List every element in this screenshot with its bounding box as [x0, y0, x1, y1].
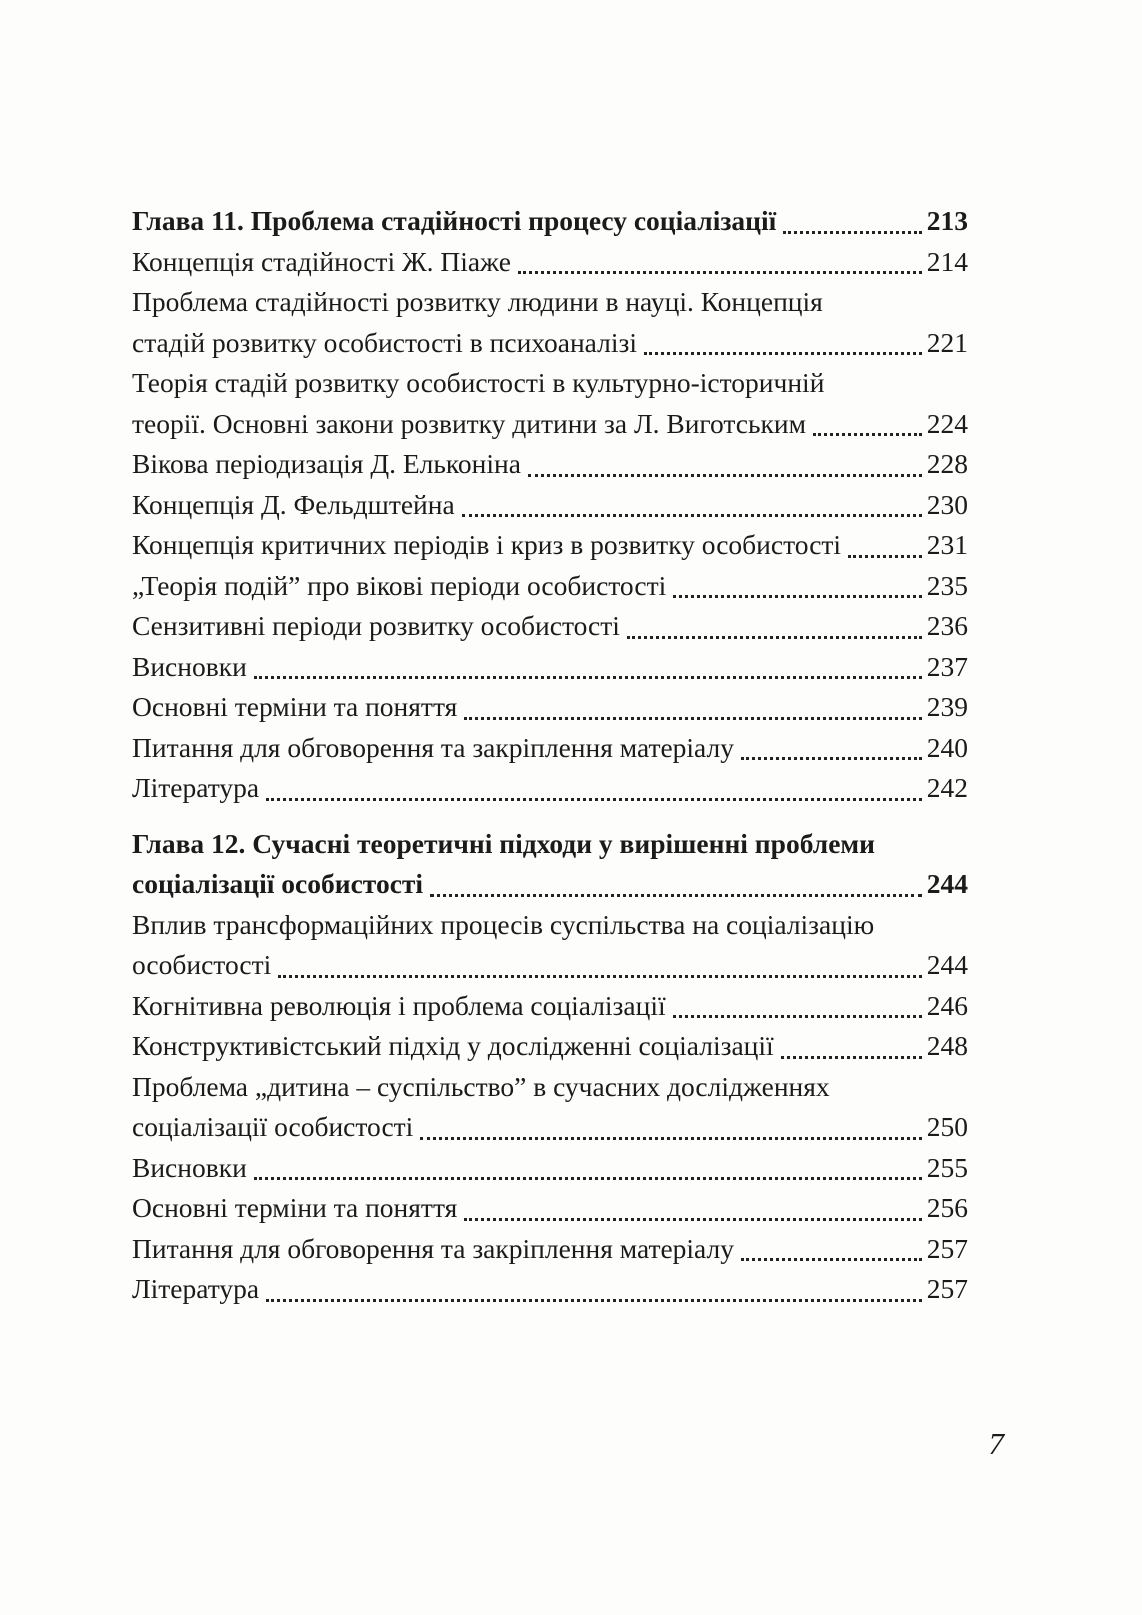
toc-section	[132, 201, 968, 809]
dot-leader	[644, 352, 922, 355]
toc-entry-text: Вікова періодизація Д. Ельконіна	[132, 448, 521, 479]
dot-leader	[673, 1015, 922, 1018]
toc-entry-line	[132, 986, 968, 1027]
dot-leader	[848, 555, 922, 558]
dot-leader	[266, 1299, 922, 1302]
toc-entry-page: 257	[926, 1232, 968, 1264]
toc-entry-page: 221	[926, 326, 968, 358]
toc-entry-text: теорії. Основні закони розвитку дитини за Л. Виготським	[132, 407, 806, 439]
toc-entry-line	[132, 824, 968, 865]
toc-entry-line	[132, 864, 968, 905]
toc-entry-text: особистості	[132, 949, 272, 980]
dot-leader	[462, 514, 922, 517]
toc-entry-line	[132, 1067, 968, 1108]
toc-entry-line	[132, 647, 968, 688]
toc-entry-text: Сензитивні періоди розвитку особистості	[132, 610, 620, 641]
toc-entry-line	[132, 768, 968, 809]
toc-entry-text: Питання для обговорення та закріплення матеріалу	[132, 1232, 734, 1264]
toc-entry-text: Основні терміни та поняття	[132, 691, 458, 722]
dot-leader	[528, 474, 922, 477]
toc-entry-line	[132, 945, 968, 986]
toc-entry-line	[132, 566, 968, 607]
toc-entry-line	[132, 1269, 968, 1310]
toc-entry-text: Література	[132, 772, 260, 803]
toc-entry-text: Конструктивістський підхід у дослідженні соціалізації	[132, 1030, 774, 1061]
dot-leader	[781, 1056, 922, 1059]
toc-entry-line	[132, 363, 968, 404]
dot-leader	[464, 717, 922, 720]
dot-leader	[430, 894, 922, 897]
toc-entry-text: Теорія стадій розвитку особистості в культурно-історичній	[132, 367, 825, 398]
dot-leader	[813, 433, 922, 436]
toc	[132, 201, 968, 1310]
dot-leader	[673, 595, 922, 598]
toc-entry-line	[132, 485, 968, 526]
dot-leader	[627, 636, 922, 639]
toc-entry-page: 250	[926, 1111, 968, 1142]
toc-entry-page: 224	[926, 407, 968, 439]
toc-entry-page: 235	[926, 569, 968, 601]
page-number: 7	[988, 1426, 1004, 1461]
toc-entry-page: 256	[926, 1192, 968, 1223]
toc-entry-text: Проблема „дитина – суспільство” в сучасних дослідженнях	[132, 1070, 830, 1102]
dot-leader	[741, 1258, 922, 1261]
toc-entry-line	[132, 201, 968, 242]
toc-entry-text: Концепція критичних періодів і криз в розвитку особистості	[132, 529, 842, 560]
toc-entry-line	[132, 444, 968, 485]
dot-leader	[420, 1137, 921, 1140]
toc-entry-page: 228	[926, 448, 968, 479]
toc-entry-line	[132, 905, 968, 946]
toc-entry-line	[132, 282, 968, 323]
dot-leader	[464, 1218, 922, 1221]
toc-entry-page: 236	[926, 610, 968, 641]
toc-entry-page: 257	[926, 1273, 968, 1304]
toc-entry-text: Основні терміни та поняття	[132, 1192, 458, 1223]
toc-entry-page: 237	[926, 650, 968, 682]
toc-entry-text: Література	[132, 1273, 260, 1304]
toc-entry-page: 248	[926, 1030, 968, 1061]
dot-leader	[254, 676, 922, 679]
toc-entry-text: Проблема стадійності розвитку людини в науці. Концепція	[132, 286, 823, 317]
toc-entry-text: Концепція Д. Фельдштейна	[132, 488, 455, 520]
toc-entry-text: Вплив трансформаційних процесів суспільства на соціалізацію	[132, 908, 875, 940]
toc-entry-text: Висновки	[132, 650, 247, 682]
dot-leader	[518, 271, 922, 274]
toc-entry-text: Глава 11. Проблема стадійності процесу соціалізації	[132, 205, 777, 236]
toc-entry-text: Концепція стадійності Ж. Піаже	[132, 245, 511, 277]
toc-entry-page: 231	[926, 529, 968, 560]
dot-leader	[266, 798, 922, 801]
toc-entry-text: Глава 12. Сучасні теоретичні підходи у вирішенні проблеми	[132, 827, 875, 859]
toc-entry-line	[132, 687, 968, 728]
toc-entry-page: 244	[926, 949, 968, 980]
toc-entry-line	[132, 404, 968, 445]
dot-leader	[278, 975, 921, 978]
toc-entry-text: стадій розвитку особистості в психоаналізі	[132, 326, 637, 358]
toc-entry-line	[132, 1188, 968, 1229]
toc-entry-line	[132, 525, 968, 566]
toc-entry-text: Висновки	[132, 1151, 247, 1183]
toc-entry-line	[132, 1229, 968, 1270]
toc-entry-text: Когнітивна революція і проблема соціалізації	[132, 989, 666, 1021]
toc-entry-page: 240	[926, 731, 968, 763]
toc-entry-line	[132, 1107, 968, 1148]
toc-entry-line	[132, 1148, 968, 1189]
toc-section	[132, 824, 968, 1310]
toc-entry-text: Питання для обговорення та закріплення матеріалу	[132, 731, 734, 763]
toc-entry-page: 255	[926, 1151, 968, 1183]
toc-entry-page: 214	[926, 245, 968, 277]
toc-entry-page: 230	[926, 488, 968, 520]
toc-entry-page: 213	[926, 205, 968, 236]
toc-entry-page: 244	[926, 868, 968, 899]
dot-leader	[783, 231, 921, 234]
toc-entry-text: „Теорія подій” про вікові періоди особистості	[132, 569, 667, 601]
dot-leader	[254, 1177, 922, 1180]
toc-entry-line	[132, 323, 968, 364]
dot-leader	[741, 757, 922, 760]
toc-entry-page: 246	[926, 989, 968, 1021]
toc-entry-text: соціалізації особистості	[132, 868, 424, 899]
toc-entry-line	[132, 242, 968, 283]
toc-entry-line	[132, 1026, 968, 1067]
toc-entry-page: 239	[926, 691, 968, 722]
toc-entry-line	[132, 606, 968, 647]
toc-entry-page: 242	[926, 772, 968, 803]
toc-entry-text: соціалізації особистості	[132, 1111, 414, 1142]
toc-entry-line	[132, 728, 968, 769]
